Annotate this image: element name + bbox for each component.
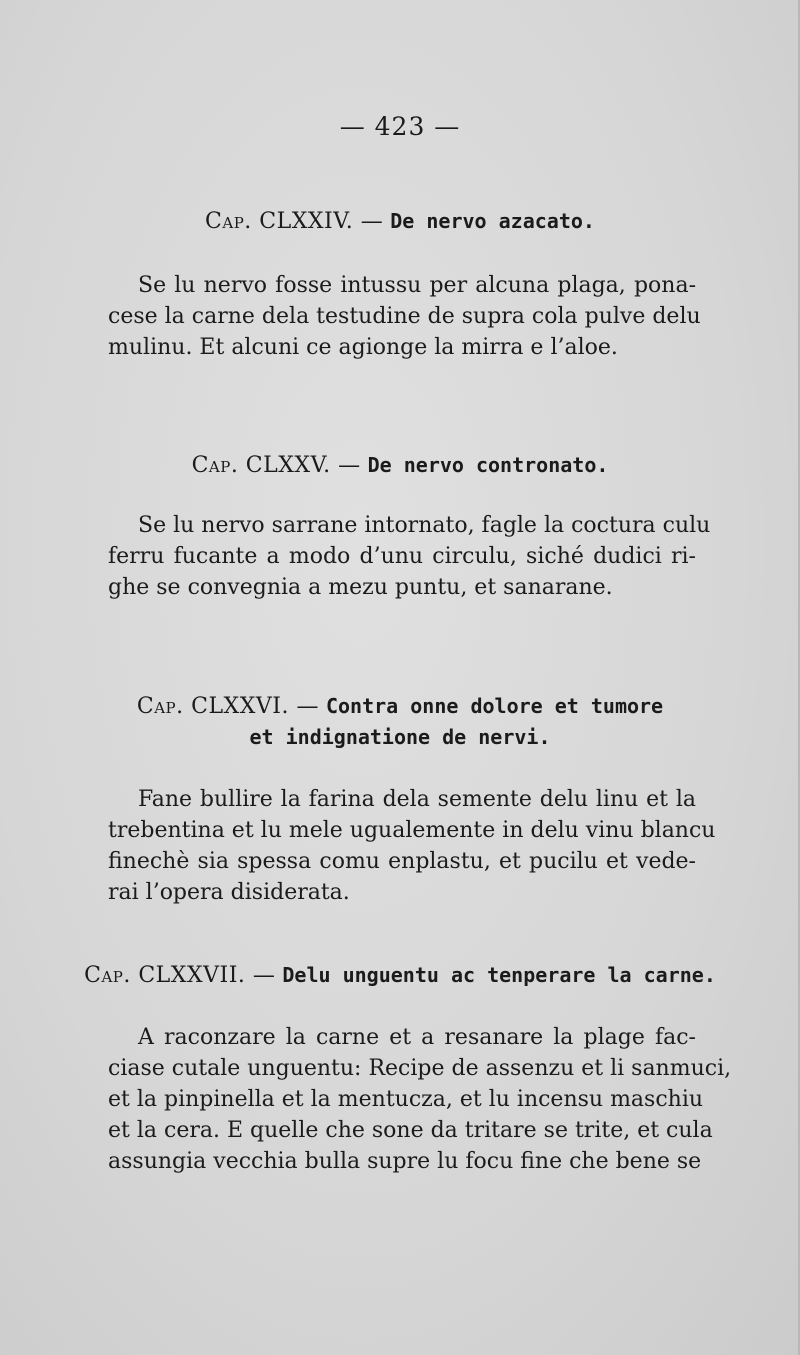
paragraph-line: finechè sia spessa comu enplastu, et pucilu et vede- (108, 849, 696, 874)
paragraph-line: A raconzare la carne et a resanare la plage fac- (138, 1025, 696, 1050)
chapter-label: Cap. CLXXVI. — (136, 694, 319, 719)
chapter-paragraph (108, 1022, 732, 1177)
chapter-paragraph (108, 270, 701, 363)
paragraph-line: ferru fucante a modo d’unu circulu, siché dudici ri- (108, 544, 696, 569)
chapter-paragraph (108, 510, 711, 603)
paragraph-line: cese la carne dela testudine de supra cola pulve delu (108, 304, 701, 329)
chapter-label: Cap. CLXXVII. — (84, 963, 276, 988)
chapter-heading (0, 206, 800, 237)
chapter-title-continued: et indignatione de nervi. (249, 725, 551, 749)
chapter-heading (0, 960, 800, 991)
paragraph-line: Se lu nervo sarrane intornato, fagle la coctura culu (138, 513, 711, 538)
page-number: — 423 — (339, 112, 461, 141)
paragraph-line: mulinu. Et alcuni ce agionge la mirra e l’aloe. (108, 335, 618, 360)
paragraph-line: ciase cutale unguentu: Recipe de assenzu et li sanmuci, (108, 1056, 732, 1081)
paragraph-line: Se lu nervo fosse intussu per alcuna plaga, pona- (138, 273, 696, 298)
paragraph-line: trebentina et lu mele ugualemente in delu vinu blancu (108, 818, 716, 843)
paragraph-line: ghe se convegnia a mezu puntu, et sanarane. (108, 575, 613, 600)
chapter-heading (0, 450, 800, 481)
chapter-title: Delu unguentu ac tenperare la carne. (282, 963, 716, 987)
paragraph-line: et la cera. E quelle che sone da tritare se trite, et cula (108, 1118, 713, 1143)
paragraph-line: et la pinpinella et la mentucza, et lu incensu maschiu (108, 1087, 704, 1112)
chapter-label: Cap. CLXXV. — (191, 453, 361, 478)
chapter-title: De nervo contronato. (367, 453, 609, 477)
paragraph-line: assungia vecchia bulla supre lu focu fine che bene se (108, 1149, 702, 1174)
chapter-title: De nervo azacato. (390, 209, 595, 233)
chapter-paragraph (108, 784, 716, 908)
chapter-title: Contra onne dolore et tumore (325, 694, 664, 718)
chapter-heading (0, 691, 800, 752)
paragraph-line: rai l’opera disiderata. (108, 880, 350, 905)
chapter-label: Cap. CLXXIV. — (205, 209, 384, 234)
paragraph-line: Fane bullire la farina dela semente delu linu et la (138, 787, 696, 812)
